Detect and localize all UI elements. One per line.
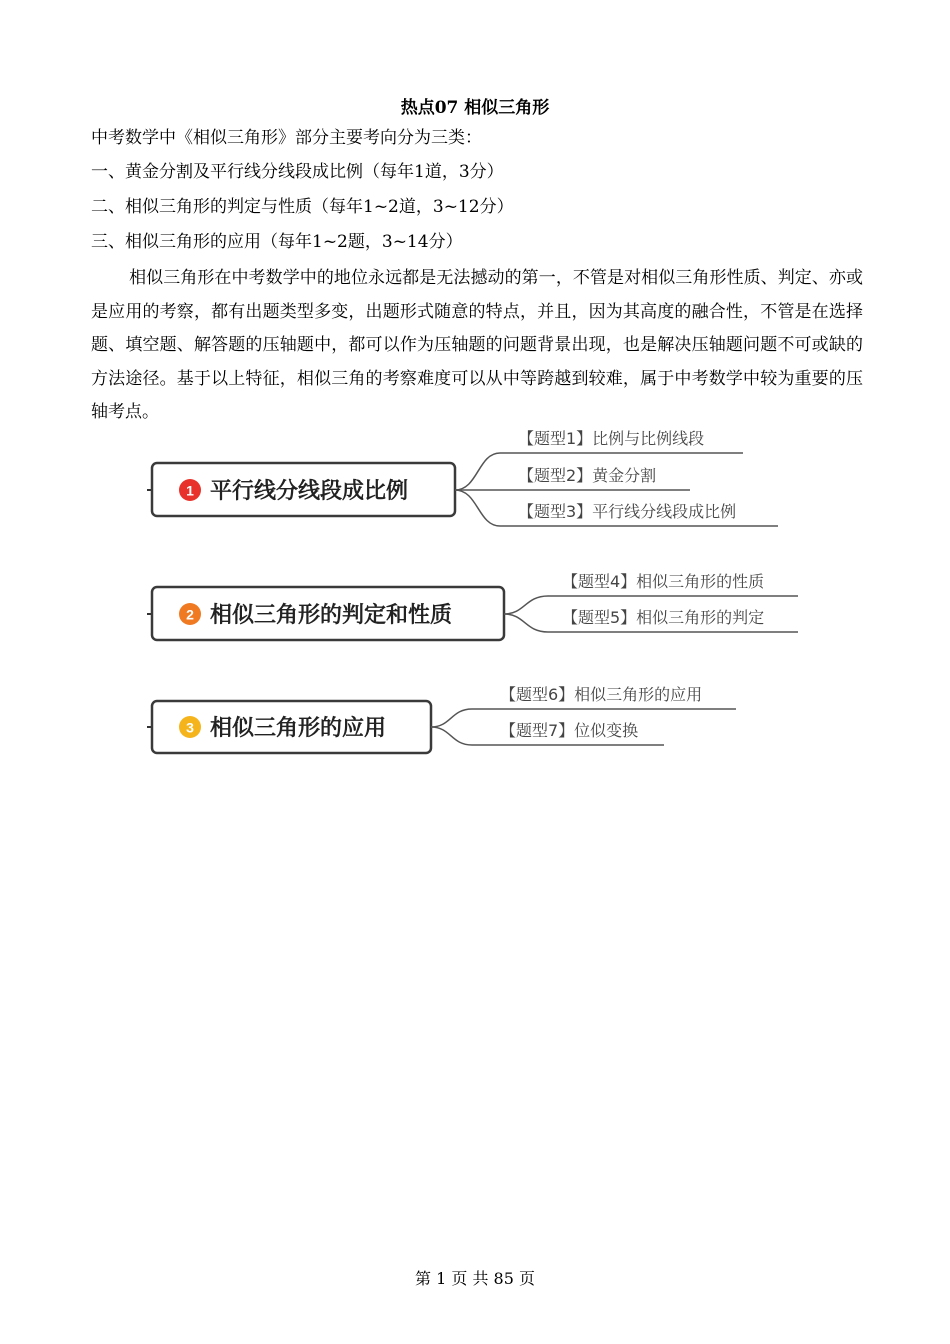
mindmap-group-2 xyxy=(147,572,798,640)
mindmap-node-3-label: 相似三角形的应用 xyxy=(210,716,387,741)
branch-item-7: 【题型7】位似变换 xyxy=(500,721,639,740)
body-paragraph xyxy=(91,262,863,430)
page-title: 热点07 相似三角形 xyxy=(400,98,550,118)
number-badge-3-text: 3 xyxy=(186,719,194,736)
intro-line: 中考数学中《相似三角形》部分主要考向分为三类： xyxy=(91,128,482,148)
branch-item-6: 【题型6】相似三角形的应用 xyxy=(500,685,703,704)
category-1: 一、黄金分割及平行线分线段成比例（每年1道，3分） xyxy=(91,162,504,182)
branch-item-2: 【题型2】黄金分割 xyxy=(518,466,657,485)
mindmap-diagram xyxy=(0,420,950,780)
branch-item-3: 【题型3】平行线分线段成比例 xyxy=(518,502,737,521)
number-badge-1-text: 1 xyxy=(186,482,194,499)
branch-item-1: 【题型1】比例与比例线段 xyxy=(518,429,705,448)
mindmap-group-1 xyxy=(147,429,778,526)
body-paragraph-text: 相似三角形在中考数学中的地位永远都是无法撼动的第一，不管是对相似三角形性质、判定、亦或是应用的考察，都有出题类型多变，出题形式随意的特点，并且，因为其高度的融合性，不管是在选择题、填空题、解答题的压轴题中，都可以作为压轴题的问题背景出现，也是解决压轴题问题不可或缺的方法途径。基于以上特征，相似三角的考察难度可以从中等跨越到较难，属于中考数学中较为重要的压轴考点。 xyxy=(91,268,863,422)
branch-item-4: 【题型4】相似三角形的性质 xyxy=(562,572,765,591)
mindmap-node-1-label: 平行线分线段成比例 xyxy=(210,479,409,504)
page-footer: 第 1 页 共 85 页 xyxy=(415,1269,535,1288)
mindmap-node-2-label: 相似三角形的判定和性质 xyxy=(210,603,453,628)
mindmap-group-3 xyxy=(147,685,736,753)
branch-item-5: 【题型5】相似三角形的判定 xyxy=(562,608,765,627)
number-badge-2-text: 2 xyxy=(186,606,194,623)
category-2: 二、相似三角形的判定与性质（每年1~2道，3~12分） xyxy=(91,197,514,217)
category-3: 三、相似三角形的应用（每年1~2题，3~14分） xyxy=(91,232,463,252)
